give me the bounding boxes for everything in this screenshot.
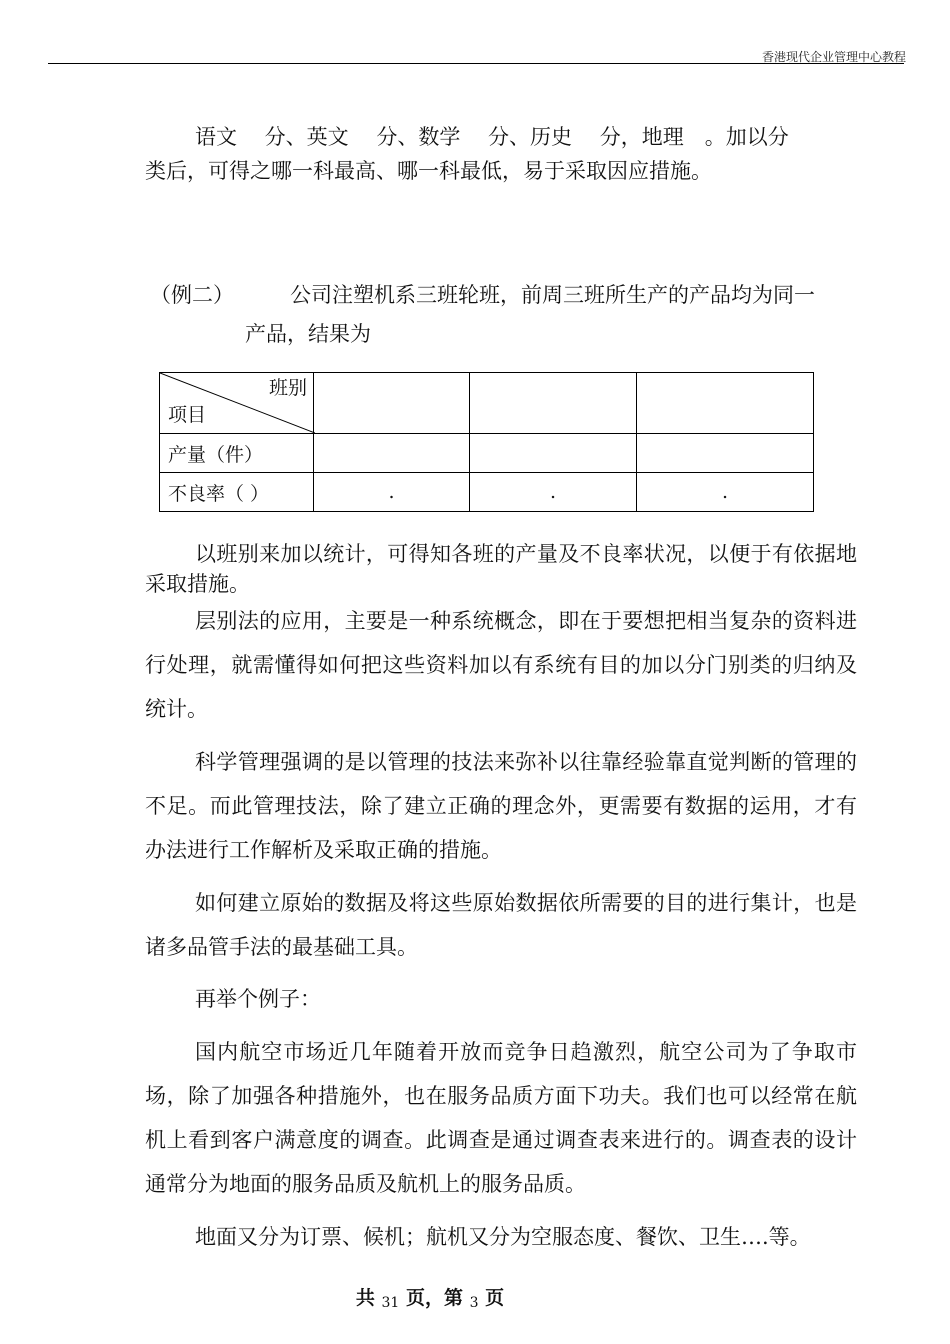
header-rule (48, 63, 904, 64)
footer-current-page: 3 (469, 1295, 479, 1311)
paragraph: 再举个例子： (195, 987, 321, 1011)
table-cell (470, 434, 637, 473)
example-line-2: 产品，结果为 (245, 322, 371, 346)
page-footer (0, 1283, 860, 1310)
intro-line-1: 语文 分、英文 分、数学 分、历史 分，地理 。加以分 (195, 125, 789, 149)
table-row (160, 473, 814, 512)
footer-total-pages: 31 (381, 1295, 400, 1311)
paragraph: 地面又分为订票、候机；航机又分为空服态度、餐饮、卫生….等。 (195, 1225, 811, 1249)
table-cell (314, 434, 470, 473)
table-cell: . (314, 473, 470, 512)
corner-item-label: 项目 (168, 404, 207, 426)
paragraph: 以班别来加以统计，可得知各班的产量及不良率状况，以便于有依据地采取措施。 (145, 542, 857, 596)
row-label-defect-rate: 不良率（ ） (160, 473, 314, 512)
table-cell: . (637, 473, 814, 512)
example-line-1: 公司注塑机系三班轮班，前周三班所生产的产品均为同一 (290, 283, 815, 307)
paragraph: 科学管理强调的是以管理的技法来弥补以往靠经验靠直觉判断的管理的不足。而此管理技法，除了建立正确的理念外，更需要有数据的运用，才有办法进行工作解析及采取正确的措施。 (145, 750, 857, 862)
footer-suffix: 页 (485, 1287, 505, 1309)
table-corner-cell (160, 373, 314, 434)
example-label: （例二） (150, 283, 234, 307)
corner-shift-label: 班别 (268, 377, 307, 399)
shift-result-table (159, 372, 814, 512)
intro-line-2: 类后，可得之哪一科最高、哪一科最低，易于采取因应措施。 (145, 159, 712, 183)
table-cell (314, 373, 470, 434)
table-cell: . (470, 473, 637, 512)
table-cell (637, 434, 814, 473)
paragraph: 如何建立原始的数据及将这些原始数据依所需要的目的进行集计，也是诸多品管手法的最基础工具。 (145, 891, 857, 959)
footer-prefix: 共 (355, 1287, 375, 1309)
header-title: 香港现代企业管理中心教程 (761, 50, 906, 64)
table-cell (470, 373, 637, 434)
paragraph: 层别法的应用，主要是一种系统概念，即在于要想把相当复杂的资料进行处理，就需懂得如何把这些资料加以有系统有目的加以分门别类的归纳及统计。 (145, 609, 857, 721)
paragraph: 国内航空市场近几年随着开放而竞争日趋激烈，航空公司为了争取市场，除了加强各种措施外，也在服务品质方面下功夫。我们也可以经常在航机上看到客户满意度的调查。此调查是通过调查表来进行的。调查表的设计通常分为地面的服务品质及航机上的服务品质。 (145, 1040, 857, 1196)
table-header-row (160, 373, 814, 434)
table-row (160, 434, 814, 473)
row-label-output: 产量（件） (160, 434, 314, 473)
table-cell (637, 373, 814, 434)
footer-middle: 页，第 (405, 1287, 463, 1309)
